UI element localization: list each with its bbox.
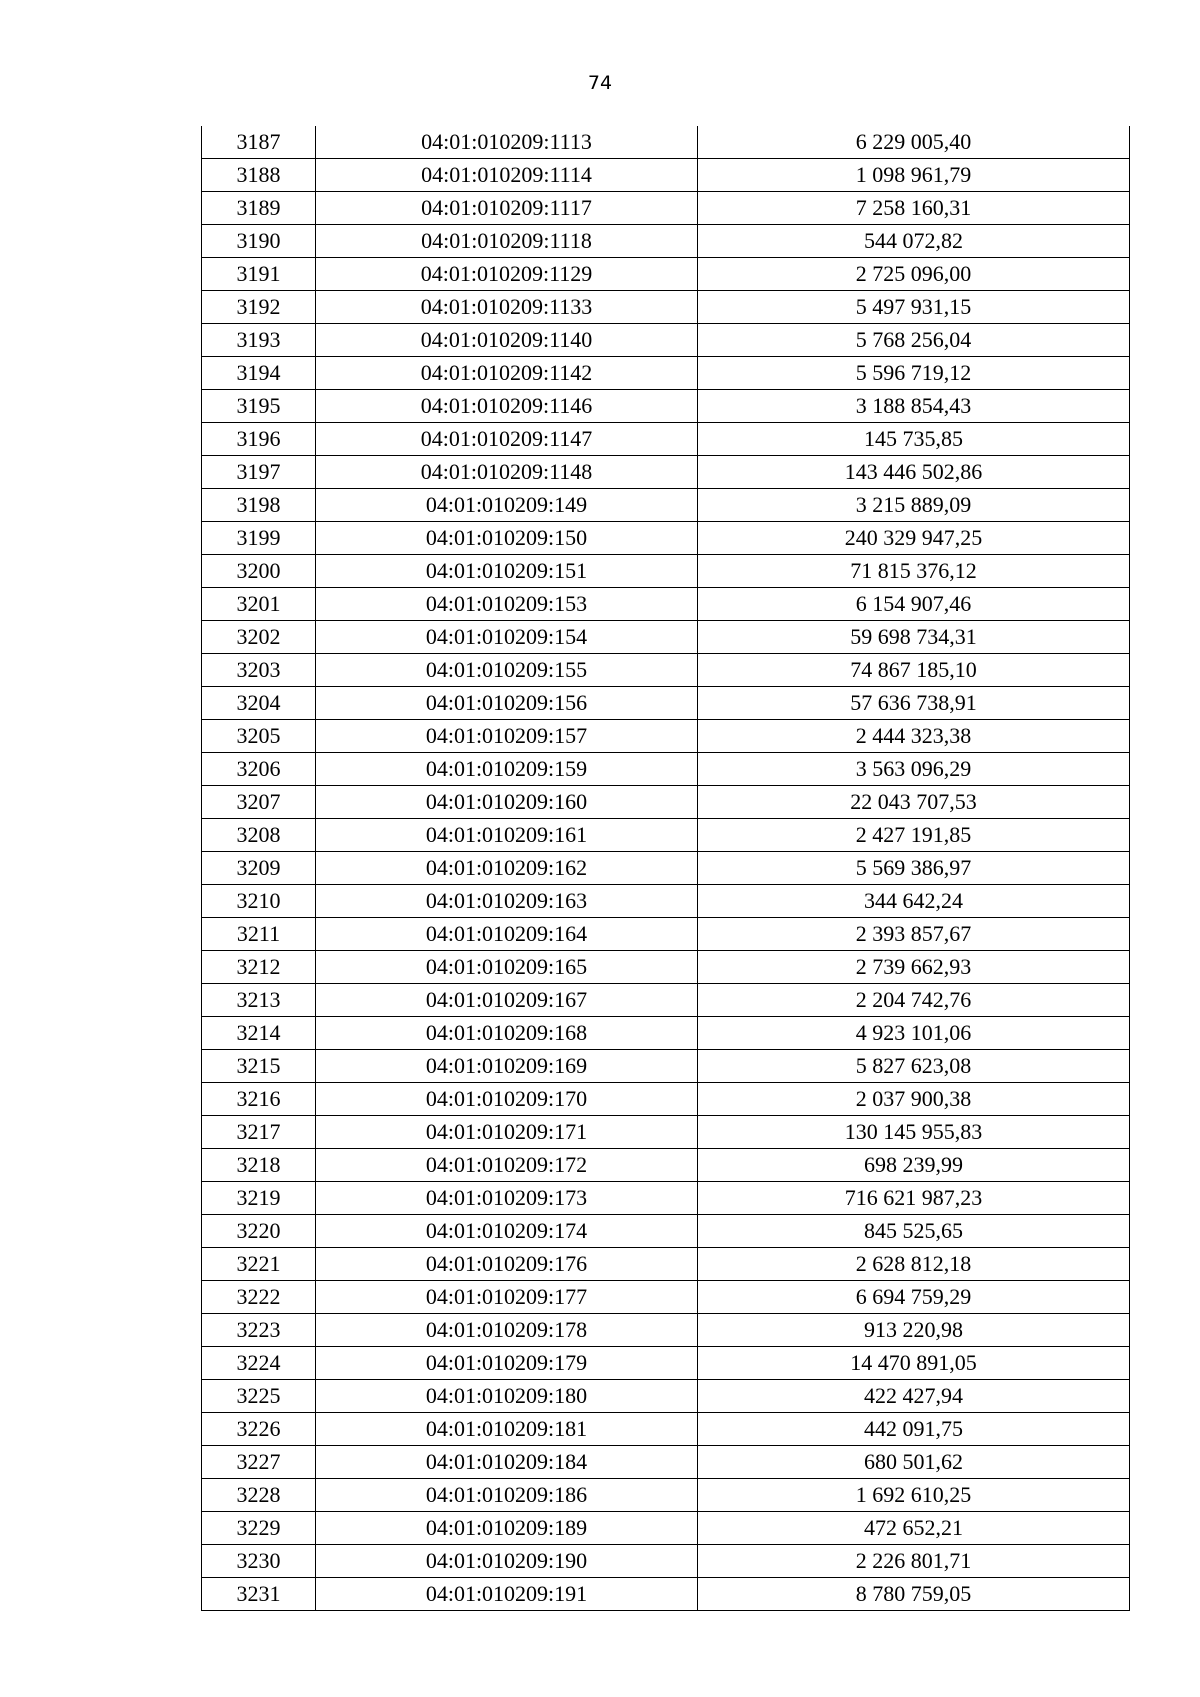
- table-row: [202, 324, 1130, 357]
- cadastral-number-cell: 04:01:010209:179: [316, 1347, 698, 1380]
- row-index-cell: 3223: [202, 1314, 316, 1347]
- value-cell: 344 642,24: [698, 885, 1130, 918]
- row-index-cell: 3202: [202, 621, 316, 654]
- value-cell: 6 694 759,29: [698, 1281, 1130, 1314]
- table-row: [202, 1050, 1130, 1083]
- table-row: [202, 588, 1130, 621]
- cadastral-number-cell: 04:01:010209:178: [316, 1314, 698, 1347]
- cadastral-number-cell: 04:01:010209:181: [316, 1413, 698, 1446]
- table-row: [202, 1413, 1130, 1446]
- table-row: [202, 1149, 1130, 1182]
- cadastral-number-cell: 04:01:010209:1118: [316, 225, 698, 258]
- value-cell: 5 768 256,04: [698, 324, 1130, 357]
- table-row: [202, 126, 1130, 159]
- table-row: [202, 885, 1130, 918]
- table-row: [202, 1248, 1130, 1281]
- row-index-cell: 3227: [202, 1446, 316, 1479]
- table-row: [202, 489, 1130, 522]
- value-cell: 2 725 096,00: [698, 258, 1130, 291]
- value-cell: 2 628 812,18: [698, 1248, 1130, 1281]
- cadastral-number-cell: 04:01:010209:165: [316, 951, 698, 984]
- value-cell: 6 154 907,46: [698, 588, 1130, 621]
- cadastral-number-cell: 04:01:010209:161: [316, 819, 698, 852]
- table-row: [202, 621, 1130, 654]
- cadastral-number-cell: 04:01:010209:153: [316, 588, 698, 621]
- page-number: 74: [587, 72, 613, 94]
- table-row: [202, 654, 1130, 687]
- row-index-cell: 3201: [202, 588, 316, 621]
- row-index-cell: 3228: [202, 1479, 316, 1512]
- cadastral-number-cell: 04:01:010209:156: [316, 687, 698, 720]
- table-row: [202, 192, 1130, 225]
- row-index-cell: 3222: [202, 1281, 316, 1314]
- table-row: [202, 984, 1130, 1017]
- row-index-cell: 3196: [202, 423, 316, 456]
- row-index-cell: 3219: [202, 1182, 316, 1215]
- row-index-cell: 3221: [202, 1248, 316, 1281]
- cadastral-number-cell: 04:01:010209:177: [316, 1281, 698, 1314]
- value-cell: 3 188 854,43: [698, 390, 1130, 423]
- cadastral-number-cell: 04:01:010209:189: [316, 1512, 698, 1545]
- cadastral-number-cell: 04:01:010209:1113: [316, 126, 698, 159]
- table-row: [202, 357, 1130, 390]
- table-row: [202, 1017, 1130, 1050]
- row-index-cell: 3230: [202, 1545, 316, 1578]
- table-row: [202, 1215, 1130, 1248]
- cadastral-number-cell: 04:01:010209:157: [316, 720, 698, 753]
- table-row: [202, 753, 1130, 786]
- cadastral-number-cell: 04:01:010209:1114: [316, 159, 698, 192]
- table-row: [202, 390, 1130, 423]
- row-index-cell: 3189: [202, 192, 316, 225]
- table-row: [202, 1446, 1130, 1479]
- row-index-cell: 3190: [202, 225, 316, 258]
- table-row: [202, 225, 1130, 258]
- row-index-cell: 3218: [202, 1149, 316, 1182]
- row-index-cell: 3220: [202, 1215, 316, 1248]
- cadastral-number-cell: 04:01:010209:171: [316, 1116, 698, 1149]
- row-index-cell: 3214: [202, 1017, 316, 1050]
- value-cell: 3 215 889,09: [698, 489, 1130, 522]
- value-cell: 6 229 005,40: [698, 126, 1130, 159]
- table-row: [202, 720, 1130, 753]
- row-index-cell: 3209: [202, 852, 316, 885]
- value-cell: 544 072,82: [698, 225, 1130, 258]
- cadastral-number-cell: 04:01:010209:149: [316, 489, 698, 522]
- row-index-cell: 3208: [202, 819, 316, 852]
- value-cell: 913 220,98: [698, 1314, 1130, 1347]
- row-index-cell: 3231: [202, 1578, 316, 1611]
- value-cell: 5 497 931,15: [698, 291, 1130, 324]
- row-index-cell: 3215: [202, 1050, 316, 1083]
- cadastral-number-cell: 04:01:010209:170: [316, 1083, 698, 1116]
- table-row: [202, 522, 1130, 555]
- row-index-cell: 3226: [202, 1413, 316, 1446]
- cadastral-number-cell: 04:01:010209:160: [316, 786, 698, 819]
- value-cell: 240 329 947,25: [698, 522, 1130, 555]
- value-cell: 442 091,75: [698, 1413, 1130, 1446]
- value-cell: 2 444 323,38: [698, 720, 1130, 753]
- cadastral-number-cell: 04:01:010209:163: [316, 885, 698, 918]
- table-row: [202, 1083, 1130, 1116]
- cadastral-number-cell: 04:01:010209:169: [316, 1050, 698, 1083]
- cadastral-number-cell: 04:01:010209:1129: [316, 258, 698, 291]
- row-index-cell: 3217: [202, 1116, 316, 1149]
- cadastral-number-cell: 04:01:010209:1117: [316, 192, 698, 225]
- row-index-cell: 3212: [202, 951, 316, 984]
- value-cell: 71 815 376,12: [698, 555, 1130, 588]
- row-index-cell: 3187: [202, 126, 316, 159]
- cadastral-number-cell: 04:01:010209:150: [316, 522, 698, 555]
- data-table-container: [201, 126, 1129, 1611]
- table-row: [202, 159, 1130, 192]
- row-index-cell: 3204: [202, 687, 316, 720]
- row-index-cell: 3192: [202, 291, 316, 324]
- cadastral-number-cell: 04:01:010209:190: [316, 1545, 698, 1578]
- value-cell: 4 923 101,06: [698, 1017, 1130, 1050]
- cadastral-number-cell: 04:01:010209:167: [316, 984, 698, 1017]
- data-table: [201, 126, 1130, 1611]
- value-cell: 698 239,99: [698, 1149, 1130, 1182]
- row-index-cell: 3216: [202, 1083, 316, 1116]
- cadastral-number-cell: 04:01:010209:164: [316, 918, 698, 951]
- value-cell: 130 145 955,83: [698, 1116, 1130, 1149]
- cadastral-number-cell: 04:01:010209:172: [316, 1149, 698, 1182]
- value-cell: 14 470 891,05: [698, 1347, 1130, 1380]
- value-cell: 22 043 707,53: [698, 786, 1130, 819]
- value-cell: 8 780 759,05: [698, 1578, 1130, 1611]
- row-index-cell: 3211: [202, 918, 316, 951]
- cadastral-number-cell: 04:01:010209:1140: [316, 324, 698, 357]
- table-row: [202, 1182, 1130, 1215]
- table-row: [202, 1479, 1130, 1512]
- table-row: [202, 819, 1130, 852]
- value-cell: 2 393 857,67: [698, 918, 1130, 951]
- row-index-cell: 3210: [202, 885, 316, 918]
- cadastral-number-cell: 04:01:010209:155: [316, 654, 698, 687]
- cadastral-number-cell: 04:01:010209:184: [316, 1446, 698, 1479]
- value-cell: 845 525,65: [698, 1215, 1130, 1248]
- table-body: [202, 126, 1130, 1611]
- value-cell: 3 563 096,29: [698, 753, 1130, 786]
- value-cell: 143 446 502,86: [698, 456, 1130, 489]
- table-row: [202, 1116, 1130, 1149]
- value-cell: 2 427 191,85: [698, 819, 1130, 852]
- value-cell: 5 569 386,97: [698, 852, 1130, 885]
- table-row: [202, 918, 1130, 951]
- row-index-cell: 3195: [202, 390, 316, 423]
- table-row: [202, 786, 1130, 819]
- table-row: [202, 687, 1130, 720]
- value-cell: 7 258 160,31: [698, 192, 1130, 225]
- row-index-cell: 3224: [202, 1347, 316, 1380]
- table-row: [202, 1380, 1130, 1413]
- row-index-cell: 3191: [202, 258, 316, 291]
- cadastral-number-cell: 04:01:010209:1142: [316, 357, 698, 390]
- value-cell: 472 652,21: [698, 1512, 1130, 1545]
- value-cell: 59 698 734,31: [698, 621, 1130, 654]
- value-cell: 680 501,62: [698, 1446, 1130, 1479]
- value-cell: 1 098 961,79: [698, 159, 1130, 192]
- table-row: [202, 555, 1130, 588]
- table-row: [202, 423, 1130, 456]
- row-index-cell: 3203: [202, 654, 316, 687]
- table-row: [202, 258, 1130, 291]
- cadastral-number-cell: 04:01:010209:154: [316, 621, 698, 654]
- table-row: [202, 1281, 1130, 1314]
- row-index-cell: 3200: [202, 555, 316, 588]
- cadastral-number-cell: 04:01:010209:151: [316, 555, 698, 588]
- value-cell: 2 739 662,93: [698, 951, 1130, 984]
- table-row: [202, 852, 1130, 885]
- value-cell: 145 735,85: [698, 423, 1130, 456]
- row-index-cell: 3229: [202, 1512, 316, 1545]
- cadastral-number-cell: 04:01:010209:159: [316, 753, 698, 786]
- cadastral-number-cell: 04:01:010209:168: [316, 1017, 698, 1050]
- cadastral-number-cell: 04:01:010209:1146: [316, 390, 698, 423]
- value-cell: 2 204 742,76: [698, 984, 1130, 1017]
- table-row: [202, 1347, 1130, 1380]
- cadastral-number-cell: 04:01:010209:191: [316, 1578, 698, 1611]
- value-cell: 2 226 801,71: [698, 1545, 1130, 1578]
- row-index-cell: 3207: [202, 786, 316, 819]
- cadastral-number-cell: 04:01:010209:186: [316, 1479, 698, 1512]
- row-index-cell: 3225: [202, 1380, 316, 1413]
- row-index-cell: 3197: [202, 456, 316, 489]
- row-index-cell: 3198: [202, 489, 316, 522]
- row-index-cell: 3188: [202, 159, 316, 192]
- value-cell: 2 037 900,38: [698, 1083, 1130, 1116]
- row-index-cell: 3193: [202, 324, 316, 357]
- cadastral-number-cell: 04:01:010209:176: [316, 1248, 698, 1281]
- cadastral-number-cell: 04:01:010209:1133: [316, 291, 698, 324]
- value-cell: 74 867 185,10: [698, 654, 1130, 687]
- cadastral-number-cell: 04:01:010209:1148: [316, 456, 698, 489]
- row-index-cell: 3205: [202, 720, 316, 753]
- row-index-cell: 3206: [202, 753, 316, 786]
- table-row: [202, 951, 1130, 984]
- value-cell: 422 427,94: [698, 1380, 1130, 1413]
- cadastral-number-cell: 04:01:010209:180: [316, 1380, 698, 1413]
- value-cell: 57 636 738,91: [698, 687, 1130, 720]
- table-row: [202, 291, 1130, 324]
- value-cell: 1 692 610,25: [698, 1479, 1130, 1512]
- table-row: [202, 1545, 1130, 1578]
- value-cell: 5 827 623,08: [698, 1050, 1130, 1083]
- cadastral-number-cell: 04:01:010209:174: [316, 1215, 698, 1248]
- table-row: [202, 456, 1130, 489]
- cadastral-number-cell: 04:01:010209:1147: [316, 423, 698, 456]
- cadastral-number-cell: 04:01:010209:173: [316, 1182, 698, 1215]
- row-index-cell: 3213: [202, 984, 316, 1017]
- value-cell: 5 596 719,12: [698, 357, 1130, 390]
- row-index-cell: 3194: [202, 357, 316, 390]
- cadastral-number-cell: 04:01:010209:162: [316, 852, 698, 885]
- table-row: [202, 1578, 1130, 1611]
- value-cell: 716 621 987,23: [698, 1182, 1130, 1215]
- table-row: [202, 1512, 1130, 1545]
- table-row: [202, 1314, 1130, 1347]
- row-index-cell: 3199: [202, 522, 316, 555]
